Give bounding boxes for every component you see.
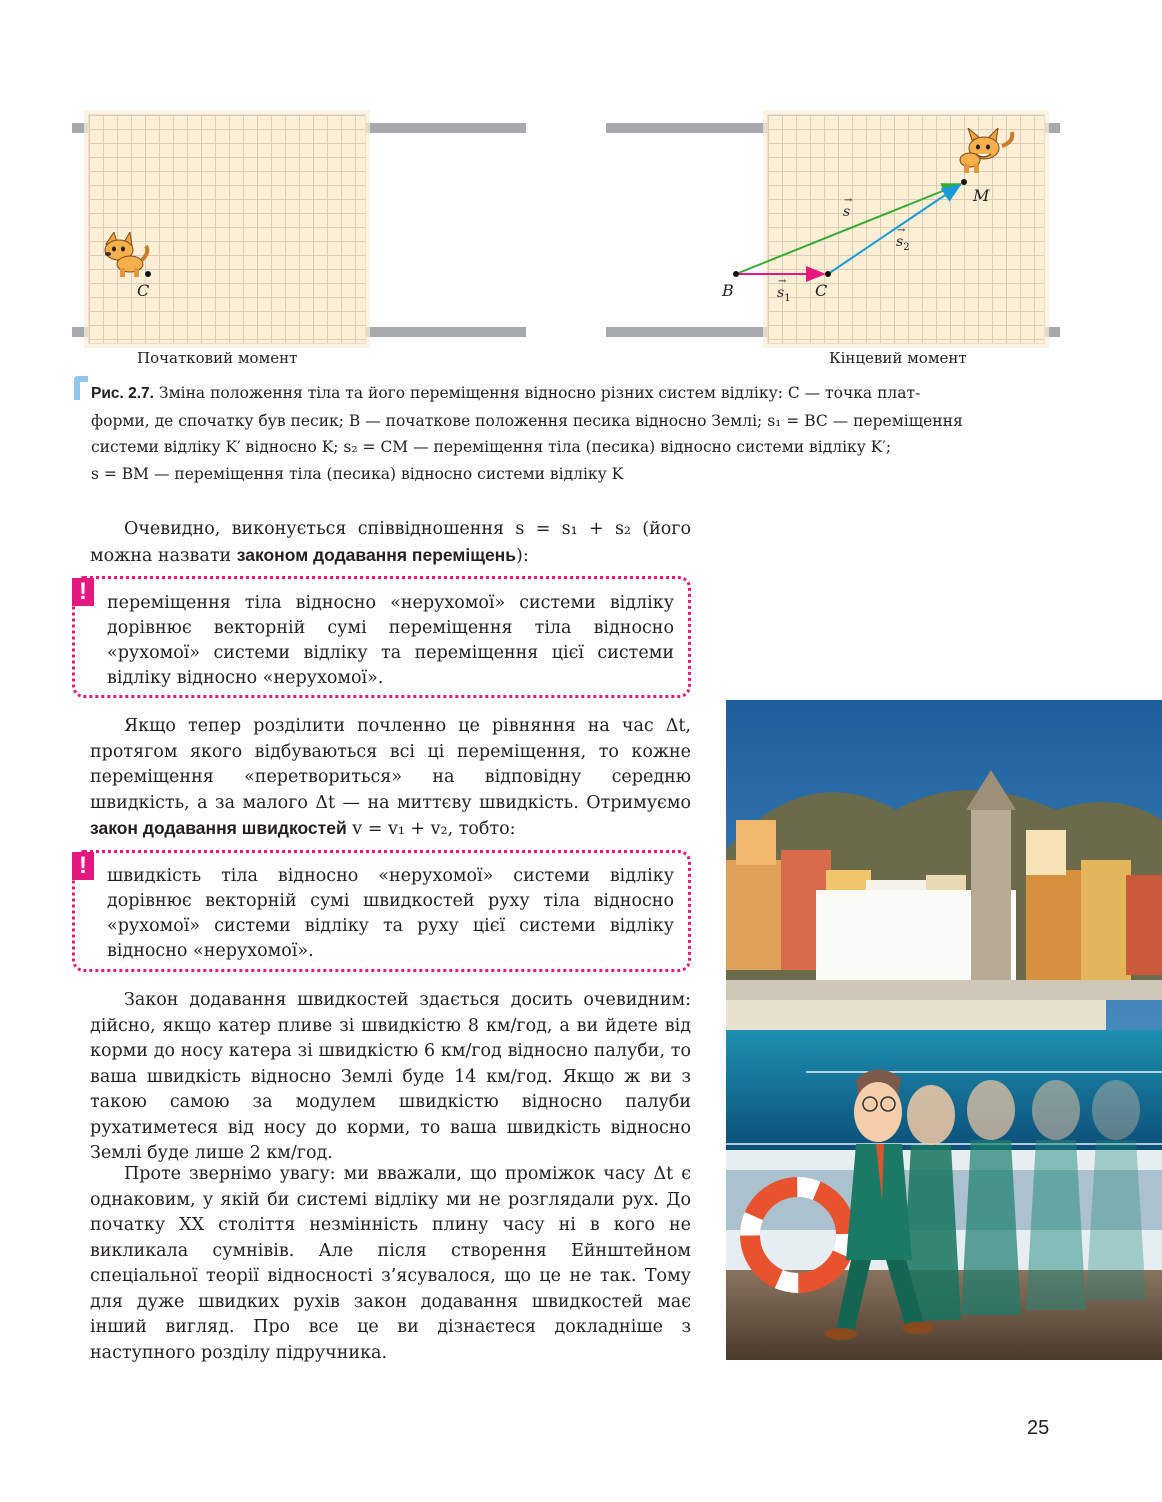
point-c-label-right: C [815,281,828,300]
point-b-dot [733,271,739,277]
page-number: 25 [1027,1417,1050,1439]
harbor-photo-illustration [726,700,1162,1360]
dog-icon-right [958,128,1018,176]
caption-line-1: Рис. 2.7. Зміна положення тіла та його переміщення відносно різних систем відліку: C — точка плат- [91,384,921,402]
paragraph-1: Очевидно, виконується співвідношення s = s₁ + s₂ (його можна назвати законом додавання переміщень): [90,519,691,566]
caption-lead: Рис. 2.7. [91,385,154,402]
vector-diagram [720,170,980,290]
rule-text-2: швидкість тіла відносно «нерухомої» системи відліку дорівнює векторній сумі швидкостей руху тіла відносно «рухомої» системи відліку та руху цієї системи відліку відносно «нерухомої». [107,866,674,961]
point-c-dot-left [145,271,151,277]
point-m-dot [961,179,967,185]
law-displacement-term: законом додавання переміщень [236,544,517,565]
caption-line-2: форми, де спочатку був песик; B — початкове положення песика відносно Землі; s₁ = BC — переміщення [91,411,963,430]
caption-line-4: s = BM — переміщення тіла (песика) відносно системи відліку K [91,464,624,483]
vector-s1-label: → $s_1$ [777,276,791,304]
caption-corner-icon [74,376,88,400]
paragraph-2: Якщо тепер розділити почленно це рівняння на час Δt, протягом якого відбуваються всі ці переміщення, то кожне переміщення «перетвориться» на відповідну середню швидкість, а за малого Δt — на миттєву швидкість. Отримуємо закон додавання швидкостей v = v₁ + v₂, тобто: [90,716,691,839]
rule-text-1: переміщення тіла відносно «нерухомої» системи відліку дорівнює векторній сумі переміщення тіла відносно «рухомої» системи відліку та переміщення цієї системи відліку відносно «нерухомої». [107,593,674,688]
point-b-label: B [722,281,734,300]
dog-icon-left [100,232,152,278]
left-grid-platform [88,114,366,344]
paragraph-4: Проте звернімо увагу: ми вважали, що проміжок часу Δt є однаковим, у якій би системі відліку ми не розглядали рух. До початку XX століття незмінність плину часу ні в кого не викликала сумнівів. Але після створення Ейнштейном спеціальної теорії відносності з’ясувалося, що це не так. Тому для дуже швидких рухів закон додавання швидкостей має інший вигляд. Про все це ви дізнаєтеся докладніше з наступного розділу підручника. [90,1164,691,1363]
exclamation-icon-2: ! [72,852,94,880]
law-velocity-term: закон додавання швидкостей [90,818,347,838]
point-c-dot-right [825,271,831,277]
left-figure-label: Початковий момент [137,349,298,367]
vector-s-label: → s [843,195,853,220]
caption-line-3: системи відліку K′ відносно K; s₂ = CM — переміщення тіла (песика) відносно системи відліку K′; [91,438,892,456]
figure-caption [91,380,1059,487]
vector-s2-label: → $s_2$ [896,225,910,253]
exclamation-icon-1: ! [72,578,94,606]
right-figure-label: Кінцевий момент [829,349,967,367]
point-m-label: M [973,186,990,205]
point-c-label-left: C [137,281,150,300]
paragraph-3: Закон додавання швидкостей здається досить очевидним: дійсно, якщо катер пливе зі швидкістю 8 км/год, а ви йдете від корми до носу катера зі швидкістю 6 км/год відносно палуби, то ваша швидкість відносно Землі буде 14 км/год. Якщо ж ви з такою самою за модулем швидкістю відносно палуби рухатиметеся від носу до корми, то ваша швидкість відносно Землі буде лише 2 км/год. [90,990,691,1163]
